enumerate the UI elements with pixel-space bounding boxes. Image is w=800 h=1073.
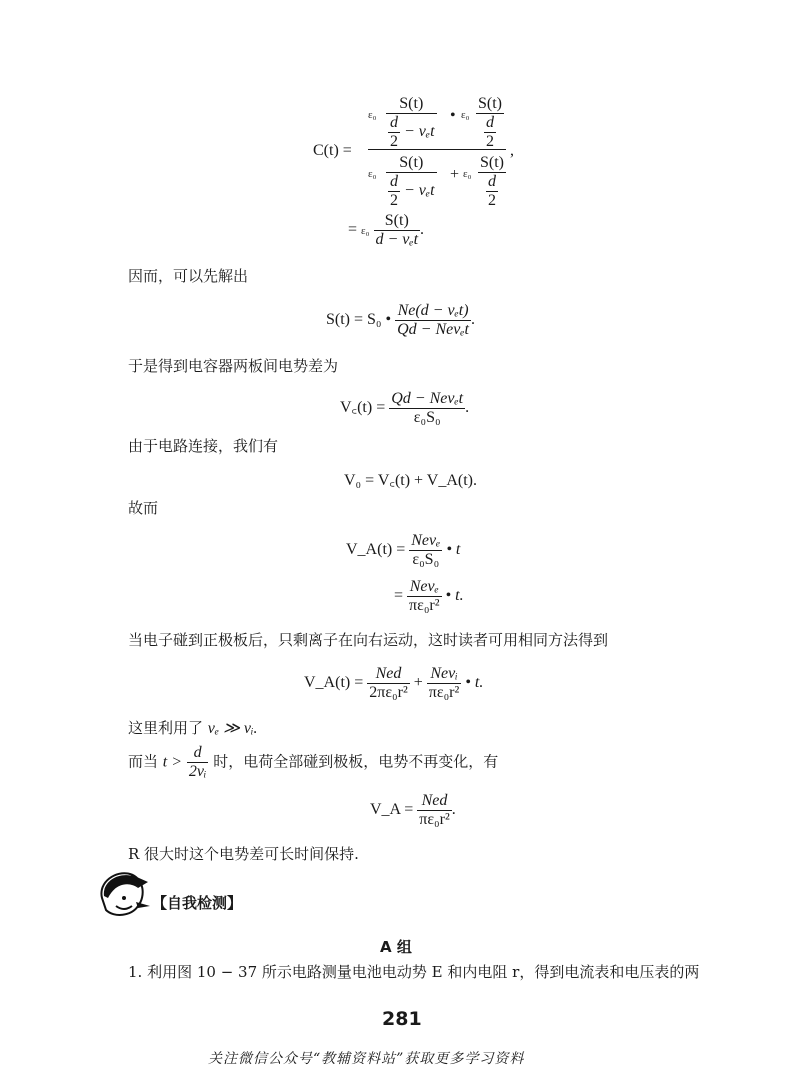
frac: $\frac{S(t)}{\text{d − vₑt}}$ <box>375 212 419 248</box>
paragraph: R 很大时这个电势差可长时间保持. <box>128 845 359 863</box>
eq-vc: V꜀(t) = $\frac{\text{Qd − Nevₑt}}{\text{ε₀S₀}}$ . <box>340 390 470 426</box>
eq-va4: V_A = $\frac{\text{Ned}}{\text{πε₀r²}}$ . <box>370 792 456 828</box>
frac: S(t) $\frac{d}{2}$ − vₑt <box>386 95 437 151</box>
eq-s: S(t) = S₀ • $\frac{\text{Ne(d − vₑt)}}{\text{Qd − Nevₑt}}$ . <box>326 302 475 338</box>
frac: $\frac{\text{Nevᵢ}}{\text{πε₀r²}}$ <box>428 665 460 701</box>
mascot-icon <box>94 868 154 926</box>
comma: , <box>510 142 514 159</box>
paragraph: 于是得到电容器两板间电势差为 <box>128 357 339 375</box>
epsilon: ε₀ <box>461 109 470 121</box>
paragraph: 由于电路连接，我们有 <box>128 437 279 455</box>
eq-va1: V_A(t) = $\frac{\text{Nevₑ}}{\text{ε₀S₀}}$ • t <box>346 532 461 568</box>
eq-c-bigfrac <box>368 95 506 210</box>
eq-c-denominator <box>368 154 506 210</box>
frac: $\frac{d}{\text{2vᵢ}}$ <box>188 744 207 780</box>
paragraph: 而当 t > $\frac{d}{\text{2vᵢ}}$ 时，电荷全部碰到极板，电势不再变化，有 <box>128 744 499 780</box>
eq-c-lhs: C(t) = <box>313 142 352 159</box>
paragraph: 故而 <box>128 499 159 517</box>
paragraph: 因而，可以先解出 <box>128 267 249 285</box>
epsilon: ε₀ <box>463 168 472 180</box>
epsilon: ε₀ <box>368 168 377 180</box>
frac: $\frac{S(t)}{\frac{d}{2}}$ <box>478 95 502 150</box>
eq-c-numerator <box>368 95 506 150</box>
section-heading: 【自我检测】 <box>152 894 243 912</box>
plus: + <box>450 166 460 183</box>
group-title: A 组 <box>380 938 412 956</box>
frac: $\frac{\text{Ne(d − vₑt)}}{\text{Qd − Nevₑt}}$ <box>397 302 469 338</box>
footer-watermark: 关注微信公众号“教辅资料站”获取更多学习资料 <box>208 1051 525 1067</box>
paragraph: 这里利用了 vₑ ≫ vᵢ. <box>128 719 258 737</box>
eq-va3: V_A(t) = $\frac{\text{Ned}}{\text{2πε₀r²}}$ + $\frac{\text{Nevᵢ}}{\text{πε₀r²}}$ • t. <box>304 665 484 701</box>
frac: S(t) $\frac{d}{2}$ − vₑt <box>386 154 437 210</box>
frac: $\frac{S(t)}{\frac{d}{2}}$ <box>480 154 504 209</box>
dot: • <box>450 107 456 124</box>
frac: $\frac{\text{Ned}}{\text{πε₀r²}}$ <box>419 792 450 828</box>
paragraph: 当电子碰到正极板后，只剩离子在向右运动，这时读者可用相同方法得到 <box>128 631 609 649</box>
frac: $\frac{\text{Ned}}{\text{2πε₀r²}}$ <box>369 665 408 701</box>
page-number: 281 <box>382 1008 422 1030</box>
frac: $\frac{\text{Nevₑ}}{\text{πε₀r²}}$ <box>409 578 440 614</box>
eq-v0: V₀ = V꜀(t) + V_A(t). <box>344 472 478 489</box>
question-1: 1. 利用图 10 − 37 所示电路测量电池电动势 E 和内电阻 r，得到电流表和电压表的两 <box>128 963 700 981</box>
eq-va2: = $\frac{\text{Nevₑ}}{\text{πε₀r²}}$ • t. <box>394 578 464 614</box>
frac: $\frac{\text{Nevₑ}}{\text{ε₀S₀}}$ <box>411 532 441 568</box>
frac: $\frac{\text{Qd − Nevₑt}}{\text{ε₀S₀}}$ <box>391 390 464 426</box>
epsilon: ε₀ <box>368 109 377 121</box>
eq-c-line2: = ε₀ $\frac{S(t)}{\text{d − vₑt}}$ . <box>348 212 425 248</box>
